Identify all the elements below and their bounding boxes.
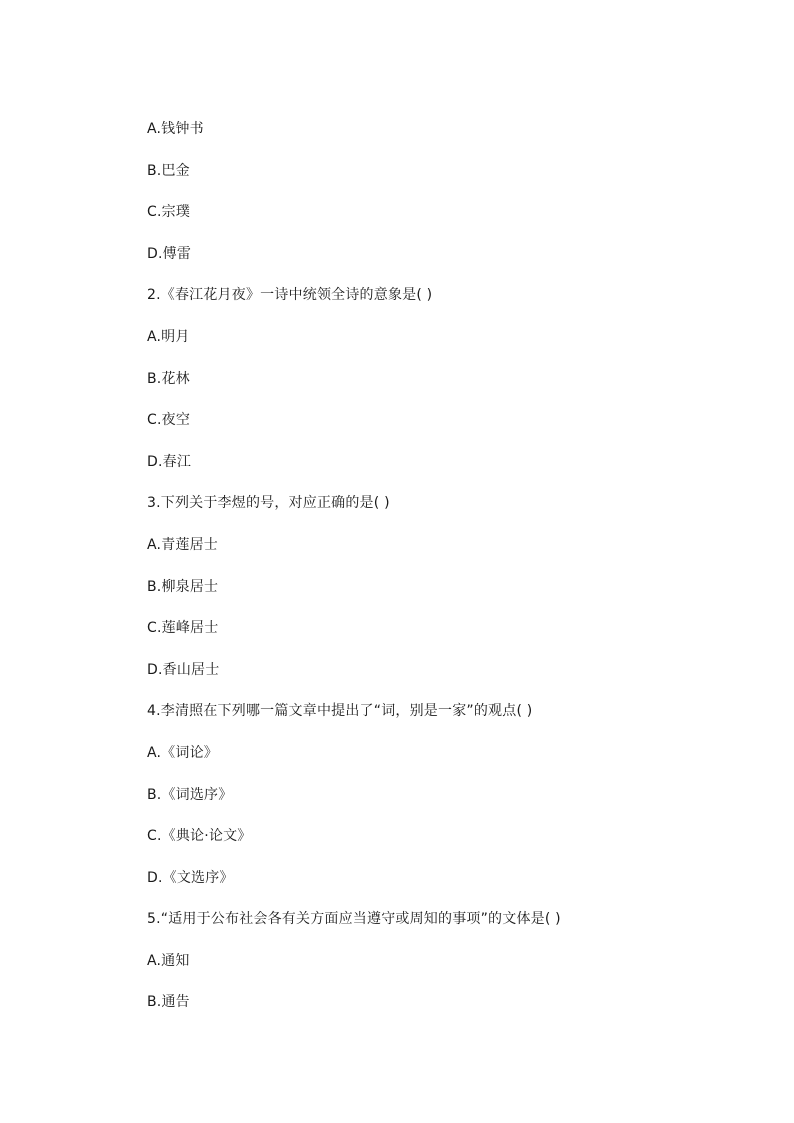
q3-option-d: D.香山居士 <box>147 662 220 678</box>
q4-option-c: C.《典论·论文》 <box>147 828 252 844</box>
q1-option-b: B.巴金 <box>147 163 190 179</box>
question-4: 4.李清照在下列哪一篇文章中提出了“词，别是一家”的观点( ) <box>147 703 533 719</box>
q3-option-c: C.莲峰居士 <box>147 620 219 636</box>
q2-option-c: C.夜空 <box>147 412 191 428</box>
q1-option-c: C.宗璞 <box>147 204 191 220</box>
q4-option-d: D.《文选序》 <box>147 870 234 886</box>
q2-option-b: B.花林 <box>147 371 190 387</box>
q5-option-b: B.通告 <box>147 994 190 1010</box>
q3-option-b: B.柳泉居士 <box>147 579 219 595</box>
q2-option-d: D.春江 <box>147 454 192 470</box>
q4-option-b: B.《词选序》 <box>147 787 233 803</box>
q5-option-a: A.通知 <box>147 953 190 969</box>
question-5: 5.“适用于公布社会各有关方面应当遵守或周知的事项”的文体是( ) <box>147 911 561 927</box>
q4-option-a: A.《词论》 <box>147 745 218 761</box>
q2-option-a: A.明月 <box>147 329 190 345</box>
question-3: 3.下列关于李煜的号，对应正确的是( ) <box>147 495 390 511</box>
q1-option-a: A.钱钟书 <box>147 121 204 137</box>
q3-option-a: A.青莲居士 <box>147 537 218 553</box>
q1-option-d: D.傅雷 <box>147 246 192 262</box>
question-2: 2.《春江花月夜》一诗中统领全诗的意象是( ) <box>147 287 433 303</box>
